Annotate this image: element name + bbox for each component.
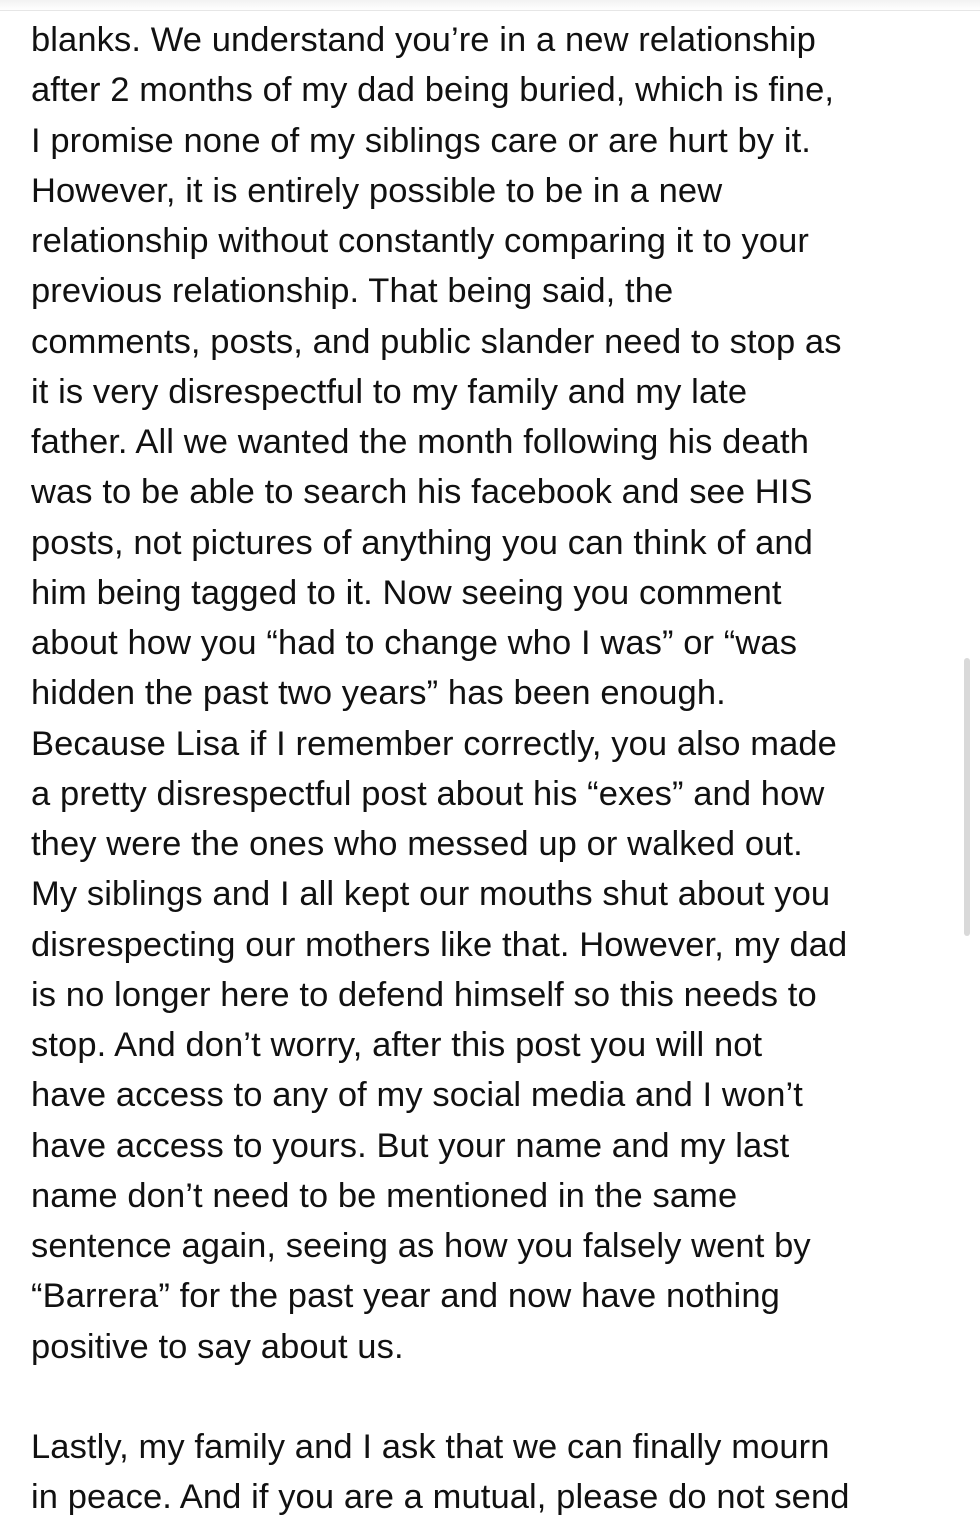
- text-line: it is very disrespectful to my family and my late: [31, 372, 748, 411]
- text-line: Because Lisa if I remember correctly, you also made: [31, 724, 837, 763]
- text-line: have access to any of my social media and I won’t: [31, 1076, 803, 1115]
- paragraph-1: [31, 15, 951, 1372]
- text-line: was to be able to search his facebook and see HIS: [31, 473, 813, 512]
- text-line: him being tagged to it. Now seeing you comment: [31, 573, 782, 612]
- text-line: about how you “had to change who I was” or “was: [31, 624, 798, 662]
- text-line: stop. And don’t worry, after this post you will not: [31, 1026, 763, 1064]
- text-line: positive to say about us.: [31, 1327, 404, 1366]
- text-line: in peace. And if you are a mutual, please do not send: [31, 1478, 850, 1517]
- text-line: they were the ones who messed up or walked out.: [31, 825, 803, 863]
- paragraph-2: [31, 1422, 951, 1523]
- text-line: father. All we wanted the month following his death: [31, 423, 809, 461]
- text-line: after 2 months of my dad being buried, which is fine,: [31, 71, 835, 110]
- text-line: My siblings and I all kept our mouths shut about you: [31, 875, 831, 914]
- top-edge-divider: [0, 0, 980, 11]
- text-line: blanks. We understand you’re in a new relationship: [31, 21, 816, 59]
- text-line: Lastly, my family and I ask that we can finally mourn: [31, 1428, 830, 1466]
- text-line: comments, posts, and public slander need to stop as: [31, 322, 842, 361]
- text-line: “Barrera” for the past year and now have nothing: [31, 1277, 780, 1316]
- text-line: hidden the past two years” has been enough.: [31, 674, 726, 713]
- vertical-scrollbar[interactable]: [964, 658, 970, 936]
- text-line: disrespecting our mothers like that. However, my dad: [31, 925, 848, 964]
- text-line: I promise none of my siblings care or are hurt by it.: [31, 121, 811, 160]
- text-line: name don’t need to be mentioned in the same: [31, 1176, 738, 1215]
- text-line: posts, not pictures of anything you can think of and: [31, 523, 813, 562]
- post-body: [31, 15, 951, 1523]
- text-line: have access to yours. But your name and my last: [31, 1126, 790, 1165]
- text-line: a pretty disrespectful post about his “exes” and how: [31, 774, 825, 813]
- text-line: is no longer here to defend himself so this needs to: [31, 975, 817, 1014]
- text-line: However, it is entirely possible to be in a new: [31, 171, 723, 210]
- text-line: previous relationship. That being said, the: [31, 272, 674, 311]
- text-line: relationship without constantly comparing it to your: [31, 222, 810, 260]
- paragraph-gap: [31, 1372, 951, 1422]
- text-line: sentence again, seeing as how you falsely went by: [31, 1227, 811, 1265]
